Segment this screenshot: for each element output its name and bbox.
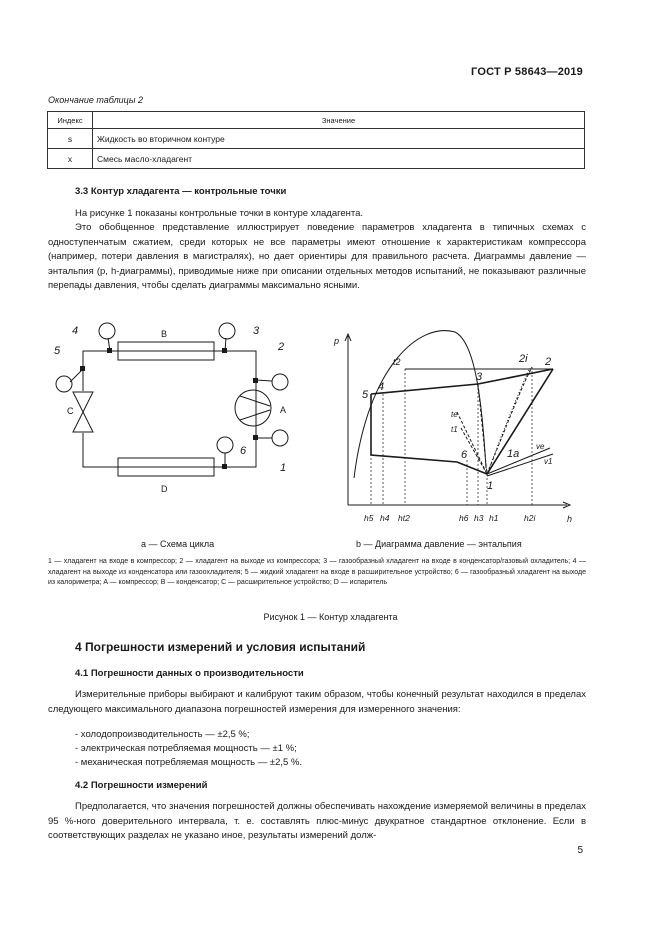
list-item: - холодопроизводительность — ±2,5 %; [75,729,250,740]
point-label: 4 [72,325,79,337]
gauge-icon [272,374,288,390]
tick-label: h1 [489,513,499,523]
table-row [48,149,585,169]
figure-legend: 1 — хладагент на входе в компрессор; 2 — хладагент на выходе из компрессора; 3 — газообразный хладагент на входе в конденсатор/газовый охладитель; 4 — хладагент на выходе из конденсатора или газоохладителя; 5 — жидкий хладагент на входе в расширительное устройство; 6 — газообразный хладагент на выходе из калориметра; A — компрессор; B — конденсатор; C — расширительное устройство; D — испаритель [48,558,586,587]
component-label: C [67,406,74,416]
ph-diagram [345,331,570,508]
section-4-2-text: Предполагается, что значения погрешностей должны обеспечивать нахождение измеряемой величины в пределах 95 %-ного доверительного интервала, т. е. составлять плюс-минус двукратное стандартное отклонение. Если в соответствующих разделах не указано иное, результаты измерений долж- [48,801,586,841]
page-number: 5 [577,845,583,856]
section-4-1-text: Измерительные приборы выбирают и калибруют таким образом, чтобы конечный результат находился в пределах следующего максимального диапазона погрешностей измерения для измеренного значения: [48,689,586,715]
list-item: - механическая потребляемая мощность — ±2,5 %. [75,757,303,768]
row-value: Смесь масло-хладагент [93,149,585,169]
component-label: D [161,484,168,494]
component-label: A [280,405,287,415]
row-value: Жидкость во вторичном контуре [93,129,585,149]
compressor-icon [235,390,271,426]
isotherm-label: t2 [393,357,401,367]
row-index: x [48,149,93,169]
table-header-row [48,112,585,129]
section-4-heading: 4 Погрешности измерений и условия испытаний [75,640,366,654]
gauge-icon [217,437,233,453]
isochore-label: v1 [544,457,553,466]
h-axis-label: h [567,514,573,524]
component-label: B [161,329,168,339]
point-label: 3 [476,371,483,383]
point-label: 2i [519,353,528,365]
tick-label: h6 [459,513,469,523]
isotherm-label: te [451,410,458,419]
point-label: 6 [461,449,468,461]
gauge-icon [56,376,72,392]
point-label: 2 [278,341,285,353]
section-4-1-heading: 4.1 Погрешности данных о производительности [75,668,304,679]
section-3-3-para-1: На рисунке 1 показаны контрольные точки в контуре хладагента. [75,208,364,219]
point-label: 1 [280,462,287,474]
isochore-label: ve [536,442,545,451]
p-axis-label: p [334,336,340,346]
tick-label: h2i [524,513,536,523]
point-label: 5 [54,345,61,357]
point-label: 6 [240,445,247,457]
point-label: 4 [378,381,385,393]
cycle-scheme [56,323,288,476]
section-3-3-heading: 3.3 Контур хладагента — контрольные точки [75,186,287,197]
tick-label: h5 [364,513,374,523]
point-label: 2 [545,356,552,368]
table-row [48,129,585,149]
tick-label: h4 [380,513,390,523]
point-label: 5 [362,389,369,401]
subcaption-a: a — Схема цикла [141,539,215,549]
figure-1-drawing [0,318,661,533]
gauge-icon [99,323,115,339]
section-3-3-para-2: Это обобщенное представление иллюстрирует поведение параметров хладагента в типичных схемах с одноступенчатым сжатием, среди которых не все параметры имеют отношение к характеристикам компрессора (например, потери давления в магистралях), но дает ориентиры для правильного расчета. Диаграммы давление — энтальпия (p, h-диаграммы), приводимые ниже при описании отдельных методов испытаний, не показывают различные перепады давления, чтобы сделать диаграммы максимально ясными. [48,222,586,291]
expansion-valve-icon [73,392,93,432]
figure-caption: Рисунок 1 — Контур хладагента [263,612,398,622]
col-value-header: Значение [93,112,585,129]
gauge-icon [219,323,235,339]
point-label: 3 [253,325,260,337]
section-4-2-heading: 4.2 Погрешности измерений [75,780,208,791]
list-item: - электрическая потребляемая мощность — ±1 %; [75,743,297,754]
tick-label: h3 [474,513,484,523]
point-label: 1 [487,480,494,492]
row-index: s [48,129,93,149]
tick-label: ht2 [398,513,410,523]
symbols-table [47,111,585,169]
isotherm-label: t1 [451,425,458,434]
col-index-header: Индекс [48,112,93,129]
table-caption: Окончание таблицы 2 [48,95,143,105]
point-label: 1a [507,448,520,460]
standard-number: ГОСТ Р 58643—2019 [471,66,583,78]
subcaption-b: b — Диаграмма давление — энтальпия [356,539,522,549]
gauge-icon [272,430,288,446]
